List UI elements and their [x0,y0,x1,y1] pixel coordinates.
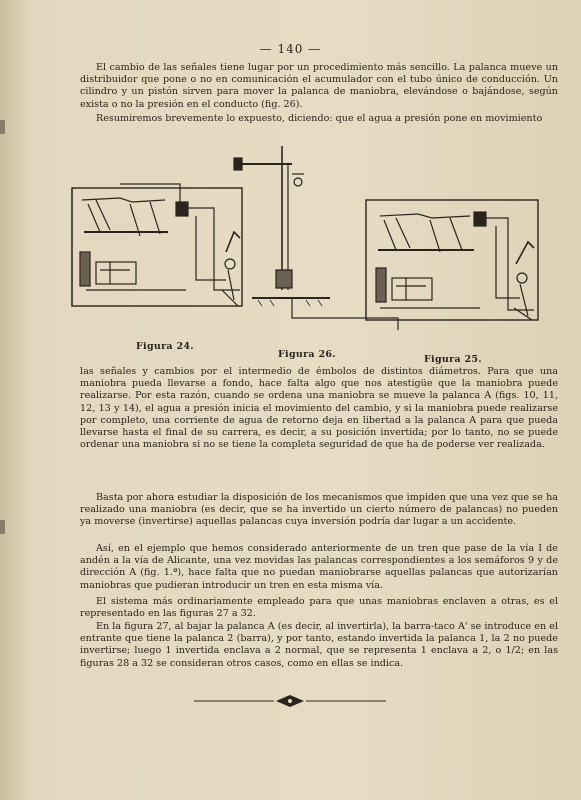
figures-row [0,140,581,370]
paragraph-signal-change: El cambio de las señales tiene lugar por un procedimiento más sencillo. La palanca mueve un distribuidor que pone o no en comunicación el acumulador con el tubo único de conducción. Un cilindro y un pistón sirven para mover la palanca de maniobra, elevándose o bajándose, según exista o no la presión en el conducto (fig. 26). [80,62,558,110]
paragraph-figure-27: En la figura 27, al bajar la palanca A (es decir, al invertirla), la barra-taco A' se introduce en el entrante que tiene la palanca 2 (barra), y por tanto, estando invertida la palanca 1, la 2 no puede invertirse; luego 1 invertida enclava a 2 normal, que se representa 1 enclava a 2, o 1/2; en las figuras 28 a 32 se consideran otros casos, como en ellas se indica. [80,621,558,669]
figure-25-diagram [366,200,538,320]
paragraph-summary-intro: Resumiremos brevemente lo expuesto, diciendo: que el agua a presión pone en movimiento [96,113,543,124]
hydraulic-diagrams [0,140,581,370]
binding-mark [0,120,5,134]
figure-25-caption: Figura 25. [424,354,482,365]
ornament-divider [190,694,390,708]
page-number: — 140 — [259,42,322,56]
figure-24-diagram [72,184,242,306]
paragraph-pistons: las señales y cambios por el intermedio de émbolos de distintos diámetros. Para que una maniobra pueda llevarse a fondo, hace falta algo que nos atestigüe que la maniobra puede realizarse. Por esta razón, cuando se ordena una maniobra se mueve la palanca A (figs. 10, 11, 12, 13 y 14), el agua a presión inicia el movimiento del cambio, y si la maniobra puede realizarse por completo, una corriente de agua de retorno deja en libertad a la palanca A para que pueda llevarse hasta el final de su carrera, es decir, a su posición invertida; por lo tanto, no se puede ordenar una maniobra si no se tiene la completa seguridad de que ha de poderse ver realizada. [80,366,558,451]
paragraph-example: Así, en el ejemplo que hemos considerado anteriormente de un tren que pase de la vía I de andén a la vía de Alicante, una vez movidas las palancas correspondientes a los semáforos 9 y de dirección A (fig. 1.ª), hace falta que no puedan maniobrarse aquellas palancas que autorizarían maniobras que pudieran introducir un tren en esta misma vía. [80,543,558,591]
paragraph-mechanisms: Basta por ahora estudiar la disposición de los mecanismos que impiden que una vez que se ha realizado una maniobra (es decir, que se ha invertido un cierto número de palancas) no pueden ya moverse (invertirse) aquellas palancas cuya inversión podría dar lugar a un accidente. [80,492,558,528]
figure-26-caption: Figura 26. [278,349,336,360]
figure-24-caption: Figura 24. [136,341,194,352]
figure-26-diagram [234,146,398,330]
binding-mark [0,520,5,534]
paragraph-system: El sistema más ordinariamente empleado para que unas maniobras enclaven a otras, es el representado en las figuras 27 a 32. [80,596,558,620]
